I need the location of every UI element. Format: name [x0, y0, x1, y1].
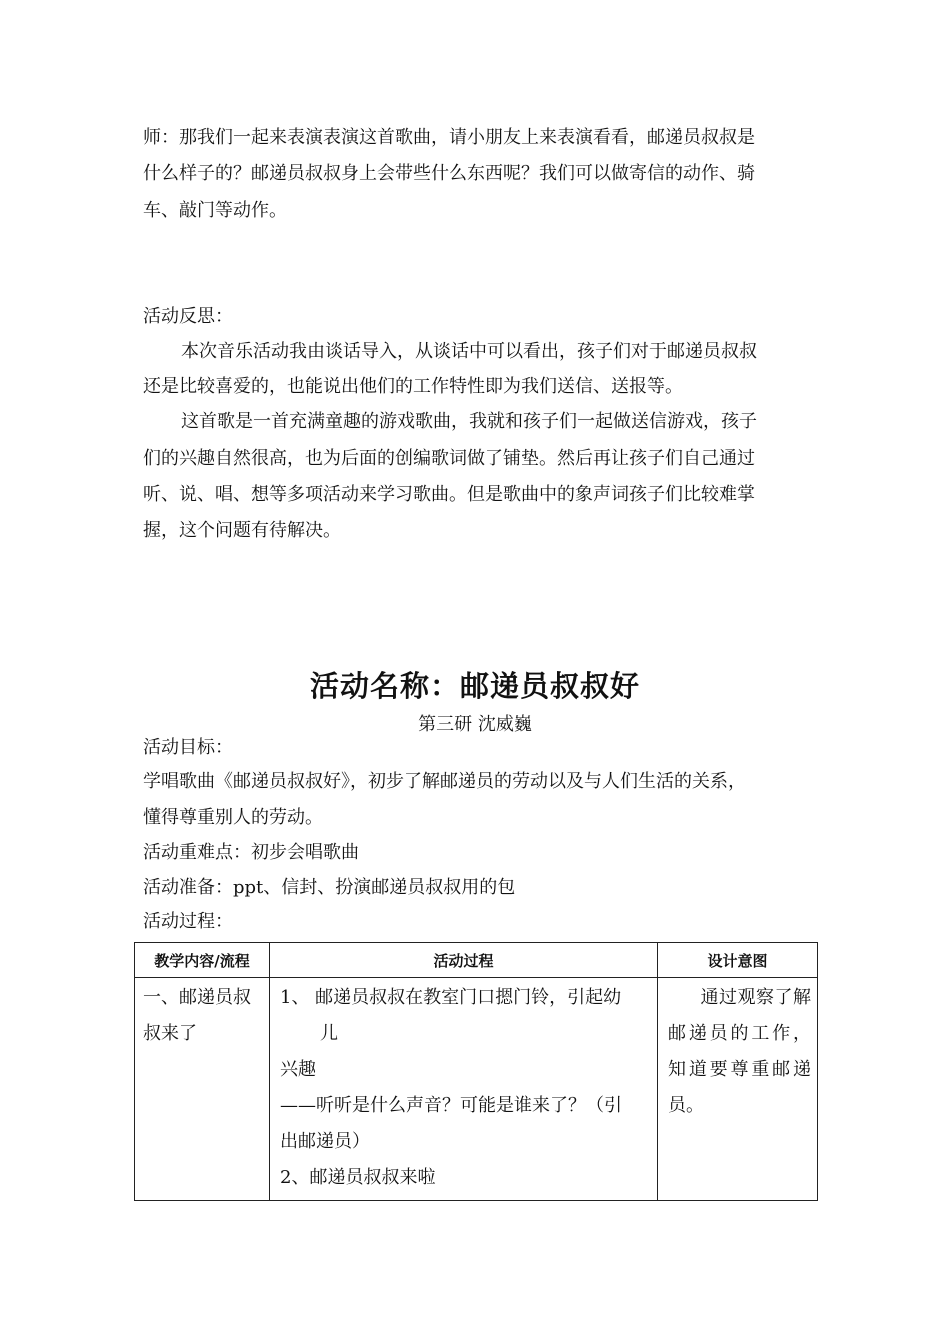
top-paragraph-line-2: 什么样子的？邮递员叔叔身上会带些什么东西呢？我们可以做寄信的动作、骑 — [143, 163, 755, 184]
table-header-row — [135, 943, 818, 978]
process-line-6: 2、邮递员叔叔来啦 — [280, 1167, 436, 1188]
process-line-3: 兴趣 — [280, 1059, 316, 1080]
top-paragraph-line-3: 车、敲门等动作。 — [143, 200, 287, 221]
goal-label: 活动目标： — [143, 737, 233, 758]
top-paragraph-line-1: 师：那我们一起来表演表演这首歌曲，请小朋友上来表演看看，邮递员叔叔是 — [143, 127, 755, 148]
process-label: 活动过程： — [143, 911, 233, 932]
intent-text: 通过观察了解邮递员的工作，知道要尊重邮递员。 — [668, 987, 811, 1116]
activity-author: 第三研 沈威巍 — [418, 714, 532, 735]
activity-title: 活动名称：邮递员叔叔好 — [309, 669, 640, 703]
header-intent: 设计意图 — [658, 943, 818, 978]
table-row — [135, 978, 818, 1201]
row-process-cell — [270, 978, 658, 1201]
reflection-p1-line-2: 还是比较喜爱的，也能说出他们的工作特性即为我们送信、送报等。 — [143, 376, 683, 397]
row-content-cell: 一、邮递员叔叔来了 — [135, 978, 270, 1201]
preparation-text: 活动准备：ppt、信封、扮演邮递员叔叔用的包 — [143, 877, 516, 898]
header-content: 教学内容/流程 — [135, 943, 270, 978]
process-line-4: ——听听是什么声音？可能是谁来了？（引 — [280, 1095, 622, 1116]
row-intent-cell — [658, 978, 818, 1201]
reflection-heading: 活动反思： — [143, 306, 233, 327]
reflection-p2-line-2: 们的兴趣自然很高，也为后面的创编歌词做了铺垫。然后再让孩子们自己通过 — [143, 448, 755, 469]
process-line-1: 1、 邮递员叔叔在教室门口摁门铃，引起幼 — [280, 987, 622, 1008]
reflection-p2-line-4: 握，这个问题有待解决。 — [143, 520, 341, 541]
goal-line-2: 懂得尊重别人的劳动。 — [143, 807, 323, 828]
reflection-p2-line-1: 这首歌是一首充满童趣的游戏歌曲，我就和孩子们一起做送信游戏，孩子 — [181, 411, 757, 432]
goal-line-1: 学唱歌曲《邮递员叔叔好》，初步了解邮递员的劳动以及与人们生活的关系， — [143, 771, 746, 792]
process-line-2: 儿 — [320, 1023, 338, 1044]
reflection-p1-line-1: 本次音乐活动我由谈话导入，从谈话中可以看出，孩子们对于邮递员叔叔 — [181, 341, 757, 362]
header-process: 活动过程 — [270, 943, 658, 978]
difficulty-text: 活动重难点：初步会唱歌曲 — [143, 842, 359, 863]
reflection-p2-line-3: 听、说、唱、想等多项活动来学习歌曲。但是歌曲中的象声词孩子们比较难掌 — [143, 484, 755, 505]
activity-process-table — [134, 942, 818, 1201]
process-line-5: 出邮递员） — [280, 1131, 370, 1152]
